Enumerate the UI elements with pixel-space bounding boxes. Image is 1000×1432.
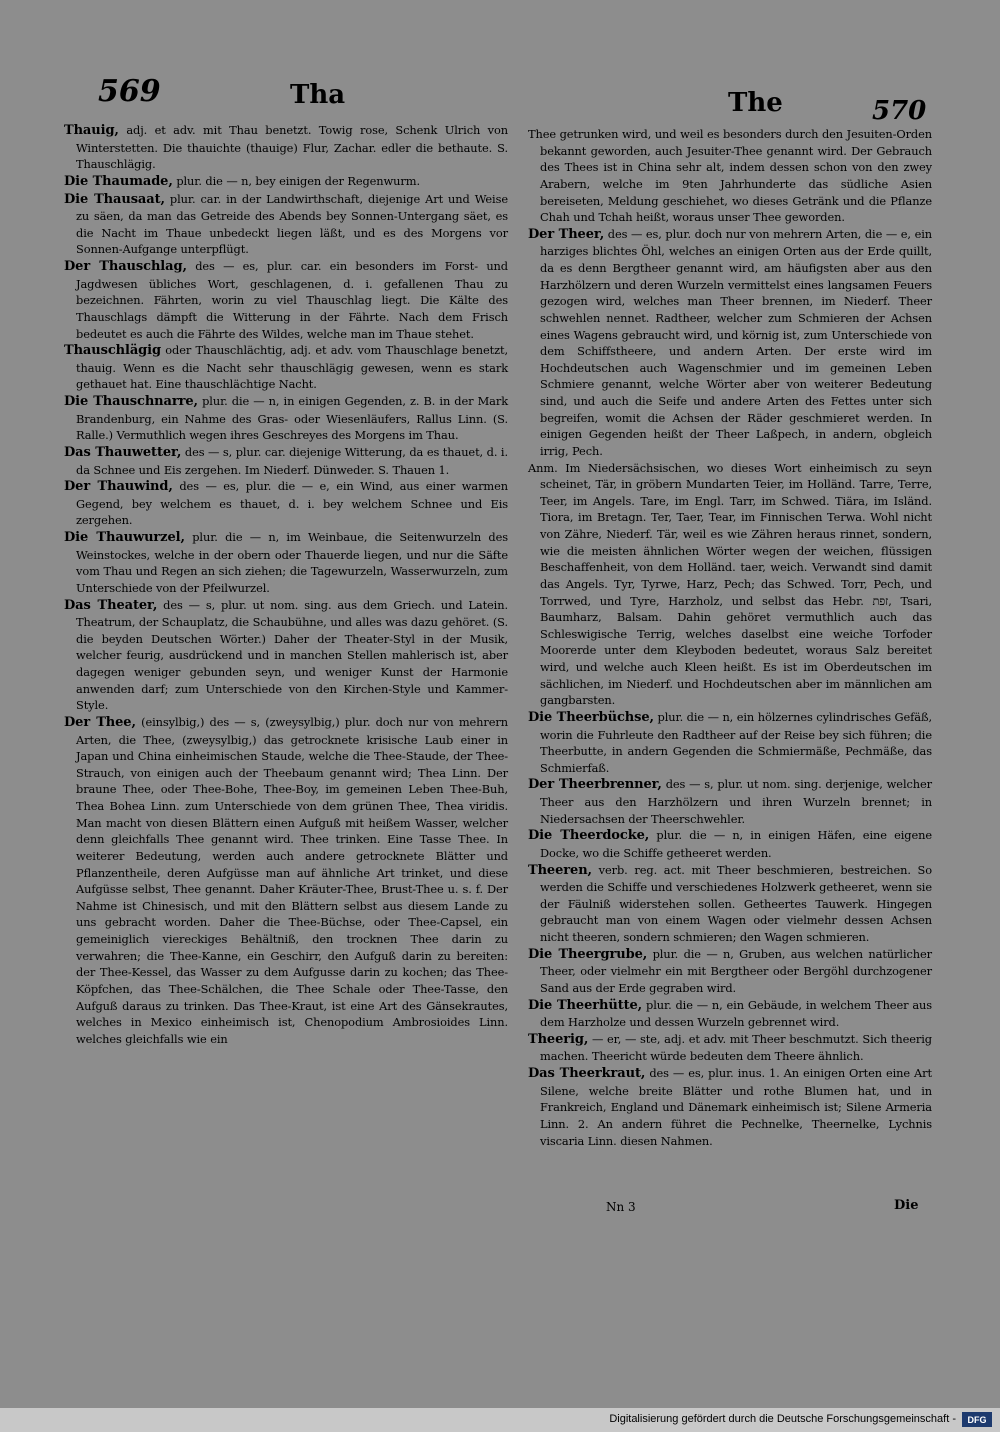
entry-headword: Thauschlägig — [64, 343, 161, 359]
entry-text: des — s, plur. car. diejenige Witterung, da es thauet, d. i. da Schnee und Eis zergehen. Im Niederf. Dünweder. S. Thauen 1. — [76, 444, 509, 477]
dictionary-entry — [528, 997, 932, 1031]
entry-headword: Die Thauwurzel, — [64, 530, 185, 545]
entry-text: plur. die — n, im Weinbaue, die Seitenwurzeln des Weinstockes, welche in der obern oder Thauerde liegen, und nur die Säfte vom Thau und Regen an sich ziehen; die Tagewurzeln, Wasserwurzeln, zum Unterschiede von der Pfeilwurzel. — [76, 530, 508, 595]
entry-text: plur. die — n, bey einigen der Regenwurm. — [176, 173, 420, 188]
entry-text: — er, — ste, adj. et adv. mit Theer beschmutzt. Sich theerig machen. Theericht würde bedeuten dem Theere ähnlich. — [540, 1031, 932, 1064]
entry-headword: Der Thee, — [64, 714, 136, 730]
entry-headword: Das Thauwetter, — [64, 444, 182, 460]
dictionary-entry — [64, 478, 508, 529]
entry-text: plur. car. in der Landwirthschaft, diejenige Art und Weise zu säen, da man das Getreide des Abends bey Sonnen-Untergang säet, es die Nacht im Thaue unbedeckt liegen läßt, und es des Morgens vor Sonnen-Aufgange unterpflügt. — [76, 191, 508, 257]
entry-text: adj. et adv. mit Thau benetzt. Towig rose, Schenk Ulrich von Winterstetten. Die thauichte (thauige) Flur, Zachar. edler die bethaute. S. Thauschlägig. — [76, 123, 508, 172]
entry-text: plur. die — n, ein hölzernes cylindrisches Gefäß, worin die Fuhrleute den Radtheer auf der Reise bey sich führen; die Theerbutte, in andern Gegenden die Schmiermäße, Pechmäße, das Schmierfaß. — [540, 709, 933, 775]
dictionary-entry — [64, 597, 508, 714]
entry-headword: Die Theerbüchse, — [528, 709, 654, 725]
entry-headword: Die Thaumade, — [64, 173, 173, 189]
entry-headword: Die Thauschnarre, — [64, 394, 198, 409]
dictionary-entry — [528, 1031, 932, 1065]
entry-text: Anm. Im Niedersächsischen, wo dieses Wort einheimisch zu seyn scheinet, Tär, in gröbern Mundarten Teier, im Holländ. Tarre, Terre, Teer, im Angels. Tare, im Engl. Tarr, im Schwed. Tiära, im Isländ. Tiora, im Bretagn. Ter, Taer, Tear, im Finnischen Terwa. Wohl nicht von Zähre, Niederf. Tär, weil es wie Zähren heraus rinnet, sondern, wie die meisten ähnlichen Wörter wegen der weichen, flüssigen Beschaffenheit, von dem Holländ. taer, weich. Verwandt sind damit das Angels. Tyr, Tyrwe, Harz, Pech; das Schwed. Torr, Pech, und Torrwed, und Tyre, Harzholz, und selbst das Hebr. זפת, Tsari, Baumharz, Balsam. Dahin gehöret vermuthlich auch das Schleswigische Terrig, welches daselbst eine weiche Torfoder Moorerde unter dem Kleyboden bedeutet, woraus Salz bereitet wird, und welche auch Kleen heißt. Es ist im Oberdeutschen im sächlichen, im Niederf. und Hochdeutschen aber im männlichen am gangbarsten. — [528, 460, 932, 708]
dictionary-entry — [64, 714, 508, 1048]
dictionary-entry — [64, 173, 508, 191]
running-head-left: Tha — [290, 80, 346, 110]
right-column — [528, 126, 932, 1149]
signature-mark: Nn 3 — [606, 1200, 636, 1214]
dictionary-entry — [528, 776, 932, 827]
dictionary-entry — [64, 444, 508, 478]
dictionary-entry — [64, 342, 508, 393]
entry-headword: Theeren, — [528, 862, 592, 878]
dictionary-entry — [528, 827, 932, 861]
entry-text: des — s, plur. ut nom. sing. aus dem Griech. und Latein. Theatrum, der Schauplatz, die Schaubühne, und alles was dazu gehöret. (S. die beyden Deutschen Wörter.) Daher der Theater-Styl in der Musik, welcher feurig, ausdrückend und in manchen Stellen mahlerisch ist, aber dagegen weniger gebunden seyn, und weniger Kunst der Harmonie anwenden darf; zum Unterschiede von den Kirchen-Style und Kammer-Style. — [76, 597, 508, 713]
entry-headword: Der Theerbrenner, — [528, 777, 662, 793]
dictionary-entry — [528, 126, 932, 226]
dictionary-entry — [528, 226, 932, 460]
entry-headword: Der Theer, — [528, 226, 605, 242]
entry-text: des — es, plur. doch nur von mehrern Arten, die — e, ein harziges blichtes Öhl, welches an einigen Orten aus der Erde quillt, da es denn Bergtheer genannt wird, am häufigsten aber aus den Harzhölzern und deren Wurzeln vermittelst eines langsamen Feuers gezogen wird, welches man Theer brennen, im Niederf. Theer schwehlen nennet. Radtheer, welcher zum Schmieren der Achsen eines Wagens gebraucht wird, und körnig ist, zum Unterschiede von dem Schiffstheere, und andern Arten. Der erste wird im Hochdeutschen auch Wagenschmier und im gemeinen Leben Schmiere genannt, welche Wörter aber von weiterer Bedeutung sind, und auch die Seife und andere Arten des Fettes unter sich begreifen, womit die Achsen der Räder geschmieret werden. In einigen Gegenden heißt der Theer Laßpech, in andern, obgleich irrig, Pech. — [540, 226, 932, 458]
dictionary-entry — [528, 460, 932, 709]
entry-text: plur. die — n, Gruben, aus welchen natürlicher Theer, oder vielmehr ein mit Bergtheer oder Bergöhl durchzogener Sand aus der Erde gegraben wird. — [540, 946, 933, 995]
entry-text: Thee getrunken wird, und weil es besonders durch den Jesuiten-Orden bekannt geworden, auch Jesuiter-Thee genannt wird. Der Gebrauch des Thees ist in China sehr alt, indem dessen schon von den zwey Arabern, welche im 9ten Jahrhunderte das südliche Asien bereiseten, Meldung geschiehet, wo dieses Getränk und die Pflanze Chah und Tchah heißt, woraus unser Thee geworden. — [528, 127, 932, 225]
entry-headword: Die Theergrube, — [528, 946, 648, 962]
footer-credit: Digitalisierung gefördert durch die Deutsche Forschungsgemeinschaft - — [609, 1413, 956, 1425]
dictionary-entry — [64, 191, 508, 259]
entry-headword: Die Theerdocke, — [528, 828, 650, 844]
entry-text: (einsylbig,) des — s, (zweysylbig,) plur. doch nur von mehrern Arten, die Thee, (zweysylbig,) das getrocknete krisische Laub einer in Japan und China einheimischen Staude, welche die Thee-Staude, der Thee-Strauch, von einigen auch der Theebaum genannt wird; Thea Linn. Der braune Thee, oder Thee-Bohe, Thee-Boy, im gemeinen Leben Thee-Buh, Thea Bohea Linn. zum Unterschiede von dem grünen Thee, Thea viridis. Man macht von diesen Blättern einen Aufguß mit heißem Wasser, welcher denn gleichfalls Thee genannt wird. Thee trinken. Eine Tasse Thee. In weiterer Bedeutung, werden auch andere getrocknete Blätter und Pflanzentheile, deren Aufgüsse man auf ähnliche Art trinket, und diese Aufgüsse selbst, Thee genannt. Daher Kräuter-Thee, Brust-Thee u. s. f. Der Nahme ist Chinesisch, und mit den Blättern selbst aus diesem Lande zu uns gebracht worden. Daher die Thee-Büchse, oder Thee-Capsel, ein gemeiniglich viereckiges Behältniß, den trocknen Thee darin zu verwahren; die Thee-Kanne, ein Geschirr, den Aufguß darin zu bereiten: der Thee-Kessel, das Wasser zu dem Aufgusse darin zu kochen; das Thee-Köpfchen, das Thee-Schälchen, die Thee Schale oder Thee-Tasse, den Aufguß daraus zu trinken. Das Thee-Kraut, ist eine Art des Gänsekrautes, welches in Mexico einheimisch ist, Chenopodium Ambrosioides Linn. welches gleichfalls wie ein — [76, 714, 508, 1046]
entry-text: oder Thauschlächtig, adj. et adv. vom Thauschlage benetzt, thauig. Wenn es die Nacht sehr thauschlägig gewesen, wenn es stark gethauet hat. Eine thauschlächtige Nacht. — [76, 343, 508, 392]
dfg-logo[interactable]: DFG — [962, 1412, 992, 1427]
dictionary-entry — [528, 946, 932, 997]
page-number-right: 570 — [872, 96, 927, 126]
entry-text: des — es, plur. inus. 1. An einigen Orten eine Art Silene, welche breite Blätter und rothe Blumen hat, und in Frankreich, England und Dänemark einheimisch ist; Silene Armeria Linn. 2. An andern führet die Pechnelke, Theernelke, Lychnis viscaria Linn. diesen Nahmen. — [540, 1066, 933, 1148]
entry-text: plur. die — n, ein Gebäude, in welchem Theer aus dem Harzholze und dessen Wurzeln gebrennet wird. — [540, 997, 932, 1030]
left-column — [64, 122, 508, 1047]
running-head-right: The — [728, 88, 783, 118]
dictionary-entry — [528, 709, 932, 777]
entry-text: plur. die — n, in einigen Gegenden, z. B. in der Mark Brandenburg, ein Nahme des Gras- oder Wiesenläufers, Rallus Linn. (S. Ralle.) Vermuthlich wegen ihres Geschreyes des Morgens im Thau. — [76, 394, 509, 443]
entry-text: des — es, plur. die — e, ein Wind, aus einer warmen Gegend, bey welchem es thauet, d. i. bey welchem Schnee und Eis zergehen. — [76, 479, 508, 528]
entry-headword: Thauig, — [64, 123, 119, 138]
entry-text: des — s, plur. ut nom. sing. derjenige, welcher Theer aus den Harzhölzern und ihren Wurzeln brennet; in Niedersachsen der Theerschwehler. — [540, 777, 932, 826]
entry-headword: Das Theerkraut, — [528, 1066, 646, 1081]
dictionary-entry — [64, 122, 508, 173]
dictionary-entry — [64, 258, 508, 342]
entry-text: verb. reg. act. mit Theer beschmieren, bestreichen. So werden die Schiffe und verschiedenes Holzwerk getheeret, wenn sie der Fäulniß widerstehen sollen. Getheertes Tauwerk. Hingegen gebraucht man von einem Wagen oder vielmehr dessen Achsen nicht theeren, sondern schmieren; den Wagen schmieren. — [540, 862, 932, 944]
dictionary-entry — [64, 529, 508, 597]
entry-headword: Die Theerhütte, — [528, 997, 643, 1013]
footer-bar — [0, 1408, 1000, 1432]
entry-text: des — es, plur. car. ein besonders im Forst- und Jagdwesen übliches Wort, geschlagenen, d. i. gefallenen Thau zu bezeichnen. Fährten, worin zu viel Thauschlag liegt. Die Kälte des Thauschlags dämpft die Witterung in der Fährte. Nach dem Frisch bedeutet es auch die Fährte des Wildes, welche man im Thaue stehet. — [76, 259, 508, 341]
dictionary-entry — [528, 862, 932, 946]
page-number-left: 569 — [98, 74, 161, 109]
entry-headword: Der Thauwind, — [64, 479, 173, 495]
catchword: Die — [894, 1198, 919, 1213]
entry-headword: Die Thausaat, — [64, 191, 165, 207]
entry-text: plur. die — n, in einigen Häfen, eine eigene Docke, wo die Schiffe getheeret werden. — [540, 828, 932, 860]
dictionary-entry — [528, 1065, 932, 1149]
entry-headword: Der Thauschlag, — [64, 259, 187, 274]
entry-headword: Theerig, — [528, 1031, 589, 1047]
dictionary-entry — [64, 393, 508, 444]
entry-headword: Das Theater, — [64, 597, 158, 613]
